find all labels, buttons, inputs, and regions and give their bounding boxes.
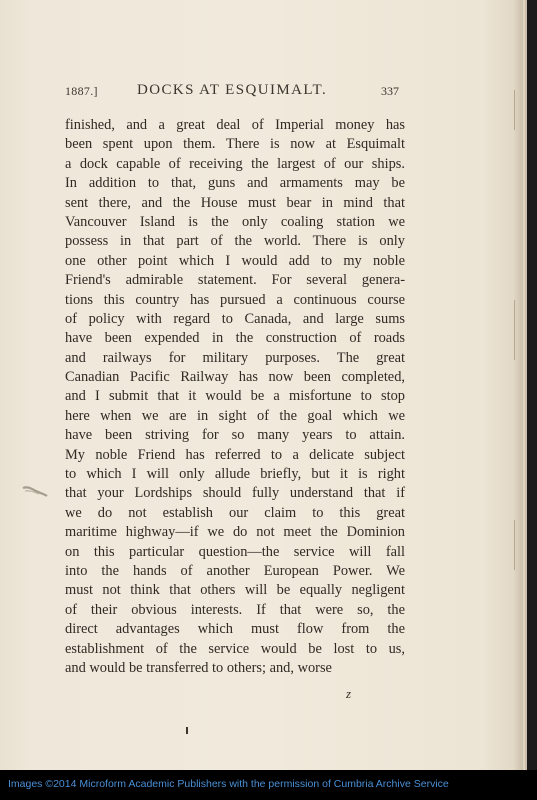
text-line: and railways for military purposes. The great <box>65 349 405 366</box>
text-line: must not think that others will be equally negligent <box>65 582 405 599</box>
text-line: Friend's admirable statement. For several genera- <box>65 272 405 289</box>
page-margin-line <box>514 300 515 360</box>
page-margin-line <box>514 90 515 130</box>
text-line: finished, and a great deal of Imperial money has <box>65 117 405 133</box>
footer-bar <box>0 770 537 800</box>
text-line: tions this country has pursued a continuous course <box>65 291 405 308</box>
text-line: and I submit that it would be a misfortune to stop <box>65 388 405 405</box>
text-line: sent there, and the House must bear in mind that <box>65 194 405 211</box>
text-line: direct advantages which must flow from the <box>65 621 405 638</box>
text-line: here when we are in sight of the goal which we <box>65 407 405 424</box>
text-line: have been expended in the construction of roads <box>65 330 405 347</box>
text-line: My noble Friend has referred to a delicate subject <box>65 446 405 463</box>
text-line: been spent upon them. There is now at Esquimalt <box>65 136 405 153</box>
running-header <box>65 80 405 104</box>
text-line: that your Lordships should fully understand that if <box>65 485 405 502</box>
text-line: Canadian Pacific Railway has now been completed, <box>65 369 405 386</box>
ink-mark <box>186 727 188 734</box>
text-line: Vancouver Island is the only coaling station we <box>65 213 405 230</box>
header-title: DOCKS AT ESQUIMALT. <box>137 82 328 98</box>
text-line: of their obvious interests. If that were so, the <box>65 601 405 618</box>
page-margin-line <box>514 520 515 570</box>
printer-signature-mark: z <box>346 686 352 701</box>
text-line: of policy with regard to Canada, and large sums <box>65 310 405 327</box>
text-line: and would be transferred to others; and, worse <box>65 659 332 676</box>
body-text <box>65 116 405 678</box>
text-line: to which I will only allude briefly, but it is right <box>65 466 405 483</box>
text-line: have been striving for so many years to attain. <box>65 427 405 444</box>
text-line: possess in that part of the world. There is only <box>65 233 405 250</box>
header-year: 1887.] <box>65 84 98 98</box>
copyright-credit: Images ©2014 Microform Academic Publishers with the permission of Cumbria Archive Service <box>8 778 449 790</box>
text-line: In addition to that, guns and armaments may be <box>65 175 405 192</box>
page-number: 337 <box>381 84 399 98</box>
text-line: we do not establish our claim to this great <box>65 504 405 521</box>
text-line: on this particular question—the service will fall <box>65 543 405 560</box>
text-line: maritime highway—if we do not meet the Dominion <box>65 524 405 541</box>
text-line: one other point which I would add to my noble <box>65 252 405 269</box>
text-line: a dock capable of receiving the largest of our ships. <box>65 155 405 172</box>
margin-smudge <box>22 484 48 498</box>
text-line: establishment of the service would be lost to us, <box>65 640 405 657</box>
text-line: into the hands of another European Power. We <box>65 562 405 579</box>
